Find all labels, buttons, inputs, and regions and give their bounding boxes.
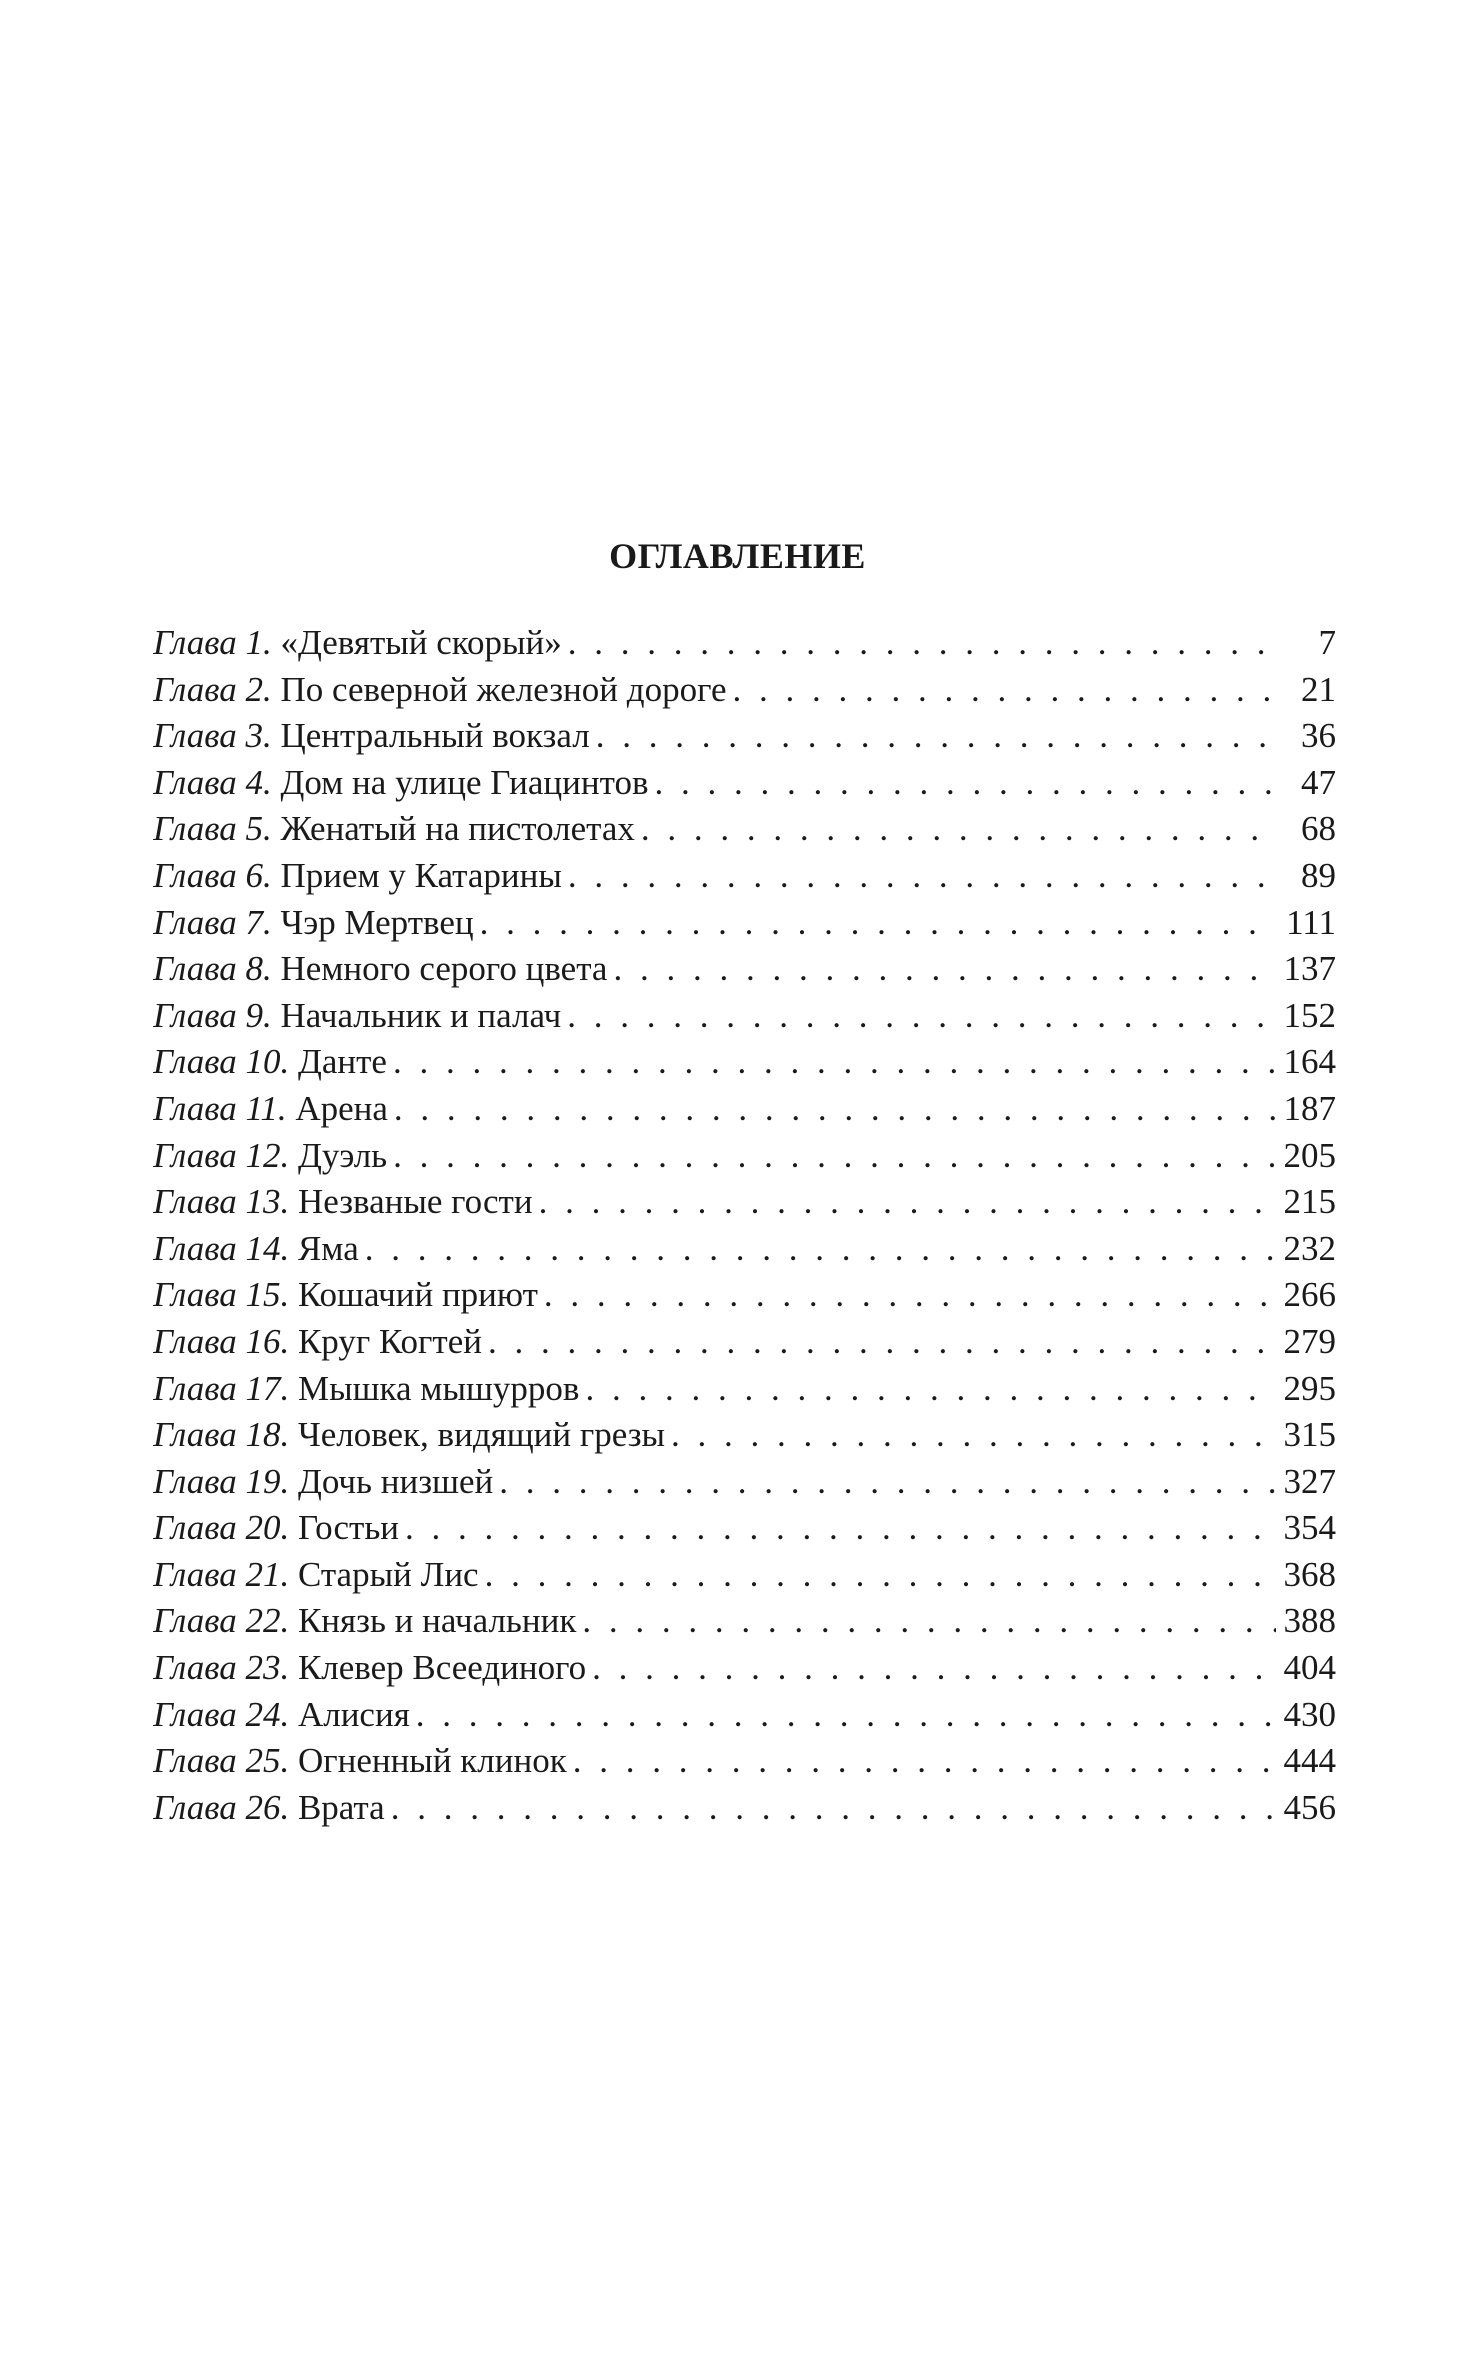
toc-chapter-title: Арена [295, 1088, 388, 1128]
toc-separator [289, 1785, 298, 1832]
toc-leader-dots [538, 1272, 1276, 1319]
toc-chapter-title: Дом на улице Гиацинтов [280, 762, 649, 802]
toc-leader-dots [359, 1226, 1276, 1273]
toc-title: ОГЛАВЛЕНИЕ [609, 536, 866, 576]
toc-leader-dots [533, 1179, 1276, 1226]
toc-page-number: 187 [1283, 1088, 1336, 1128]
toc-chapter-number: Глава 16. [153, 1321, 290, 1361]
toc-chapter-title: Чэр Мертвец [280, 902, 474, 942]
toc-separator [289, 1505, 298, 1552]
toc-page-number: 36 [1301, 716, 1336, 756]
toc-chapter-title: Круг Когтей [297, 1321, 482, 1361]
toc-page-number: 354 [1283, 1508, 1336, 1548]
toc-chapter-title: Гостьи [297, 1508, 400, 1548]
toc-separator [289, 1272, 298, 1319]
toc-page-number: 404 [1283, 1648, 1336, 1688]
toc-page-number: 164 [1283, 1042, 1336, 1082]
toc-chapter-number: Глава 15. [153, 1275, 290, 1315]
toc-chapter-number: Глава 26. [153, 1787, 290, 1827]
toc-entry [153, 1133, 1336, 1180]
toc-entry [153, 946, 1336, 993]
toc-leader-dots [567, 1738, 1276, 1785]
toc-chapter-number: Глава 14. [153, 1228, 290, 1268]
toc-separator [272, 946, 281, 993]
toc-page-number: 7 [1318, 623, 1336, 662]
toc-page-number: 279 [1283, 1321, 1336, 1361]
toc-leader-dots [562, 620, 1276, 667]
toc-entry [153, 1645, 1336, 1692]
toc-entry [153, 1039, 1336, 1086]
toc-entry [153, 1319, 1336, 1366]
toc-chapter-title: «Девятый скорый» [280, 623, 562, 662]
toc-entry [153, 1505, 1336, 1552]
toc-leader-dots [648, 760, 1276, 807]
toc-page-number: 368 [1283, 1554, 1336, 1594]
toc-separator [289, 1179, 298, 1226]
toc-chapter-number: Глава 8. [153, 949, 272, 989]
toc-chapter-number: Глава 25. [153, 1741, 290, 1781]
toc-leader-dots [665, 1412, 1276, 1459]
toc-leader-dots [399, 1505, 1276, 1552]
toc-chapter-title: Начальник и палач [280, 995, 562, 1035]
toc-chapter-number: Глава 10. [153, 1042, 290, 1082]
toc-separator [272, 760, 281, 807]
toc-chapter-title: Женатый на пистолетах [280, 809, 635, 849]
toc-chapter-number: Глава 24. [153, 1694, 290, 1734]
toc-page-number: 111 [1286, 902, 1336, 942]
toc-chapter-number: Глава 4. [153, 762, 272, 802]
toc-separator [272, 667, 281, 714]
toc-chapter-title: Человек, видящий грезы [297, 1415, 666, 1455]
toc-entry [153, 993, 1336, 1040]
toc-chapter-title: Дочь низшей [297, 1461, 494, 1501]
toc-chapter-title: По северной железной дороге [280, 669, 727, 709]
toc-entry [153, 1412, 1336, 1459]
toc-entry [153, 1179, 1336, 1226]
toc-separator [289, 1319, 298, 1366]
toc-leader-dots [474, 900, 1276, 947]
toc-chapter-number: Глава 11. [153, 1088, 287, 1128]
toc-chapter-number: Глава 20. [153, 1508, 290, 1548]
toc-separator [289, 1738, 298, 1785]
toc-separator [289, 1645, 298, 1692]
toc-leader-dots [387, 1039, 1276, 1086]
toc-chapter-number: Глава 17. [153, 1368, 290, 1408]
toc-entry [153, 806, 1336, 853]
toc-leader-dots [410, 1692, 1276, 1739]
toc-separator [289, 1366, 298, 1413]
toc-chapter-title: Алисия [297, 1694, 410, 1734]
toc-page-number: 430 [1283, 1694, 1336, 1734]
toc-leader-dots [479, 1552, 1276, 1599]
toc-chapter-title: Яма [297, 1228, 359, 1268]
toc-separator [289, 1412, 298, 1459]
toc-chapter-number: Глава 13. [153, 1182, 290, 1222]
toc-page-number: 21 [1301, 669, 1336, 709]
toc-page-number: 388 [1283, 1601, 1336, 1641]
toc-chapter-number: Глава 2. [153, 669, 272, 709]
toc-chapter-number: Глава 1. [153, 623, 272, 662]
toc-page-number: 327 [1283, 1461, 1336, 1501]
toc-separator [287, 1086, 296, 1133]
toc-separator [289, 1552, 298, 1599]
toc-chapter-number: Глава 6. [153, 855, 272, 895]
toc-entry [153, 1785, 1336, 1832]
toc-leader-dots [562, 853, 1276, 900]
toc-list [153, 620, 1336, 1831]
toc-leader-dots [388, 1086, 1276, 1133]
toc-leader-dots [727, 667, 1277, 714]
toc-leader-dots [387, 1133, 1276, 1180]
toc-chapter-title: Незваные гости [297, 1182, 533, 1222]
toc-chapter-number: Глава 9. [153, 995, 272, 1035]
toc-chapter-title: Клевер Всеединого [297, 1648, 587, 1688]
toc-leader-dots [482, 1319, 1276, 1366]
toc-chapter-number: Глава 5. [153, 809, 272, 849]
toc-page-number: 205 [1283, 1135, 1336, 1175]
toc-chapter-title: Центральный вокзал [280, 716, 590, 756]
toc-chapter-title: Дуэль [297, 1135, 388, 1175]
toc-chapter-number: Глава 21. [153, 1554, 290, 1594]
toc-separator [272, 900, 281, 947]
toc-chapter-number: Глава 23. [153, 1648, 290, 1688]
toc-leader-dots [385, 1785, 1276, 1832]
toc-page-number: 215 [1283, 1182, 1336, 1222]
toc-separator [272, 713, 281, 760]
toc-entry [153, 1598, 1336, 1645]
toc-separator [289, 1039, 298, 1086]
toc-entry [153, 853, 1336, 900]
toc-entry [153, 1226, 1336, 1273]
toc-leader-dots [493, 1459, 1276, 1506]
toc-chapter-number: Глава 12. [153, 1135, 290, 1175]
toc-chapter-title: Старый Лис [297, 1554, 479, 1594]
toc-separator [272, 853, 281, 900]
toc-separator [289, 1226, 298, 1273]
toc-leader-dots [635, 806, 1276, 853]
toc-separator [289, 1459, 298, 1506]
toc-leader-dots [579, 1366, 1276, 1413]
toc-separator [289, 1692, 298, 1739]
toc-page-number: 68 [1301, 809, 1336, 849]
toc-chapter-title: Огненный клинок [297, 1741, 567, 1781]
toc-page-number: 152 [1283, 995, 1336, 1035]
toc-separator [272, 620, 281, 667]
toc-chapter-number: Глава 7. [153, 902, 272, 942]
toc-entry [153, 620, 1336, 667]
toc-page-number: 456 [1283, 1787, 1336, 1827]
toc-entry [153, 713, 1336, 760]
toc-leader-dots [586, 1645, 1276, 1692]
toc-page-number: 444 [1283, 1741, 1336, 1781]
toc-page-number: 89 [1301, 855, 1336, 895]
toc-page-number: 266 [1283, 1275, 1336, 1315]
toc-chapter-title: Князь и начальник [297, 1601, 577, 1641]
toc-separator [272, 806, 281, 853]
toc-leader-dots [576, 1598, 1276, 1645]
toc-entry [153, 1692, 1336, 1739]
toc-page-number: 232 [1283, 1228, 1336, 1268]
toc-chapter-title: Кошачий приют [297, 1275, 538, 1315]
toc-page-number: 315 [1283, 1415, 1336, 1455]
toc-page-number: 137 [1283, 949, 1336, 989]
toc-page-number: 47 [1301, 762, 1336, 802]
toc-separator [289, 1133, 298, 1180]
toc-chapter-number: Глава 3. [153, 716, 272, 756]
toc-entry [153, 667, 1336, 714]
toc-separator [289, 1598, 298, 1645]
toc-entry [153, 1366, 1336, 1413]
toc-leader-dots [607, 946, 1276, 993]
toc-entry [153, 1459, 1336, 1506]
toc-chapter-number: Глава 19. [153, 1461, 290, 1501]
toc-chapter-title: Врата [297, 1787, 385, 1827]
toc-entry [153, 900, 1336, 947]
toc-separator [272, 993, 281, 1040]
toc-chapter-title: Немного серого цвета [280, 949, 608, 989]
toc-leader-dots [561, 993, 1276, 1040]
toc-chapter-title: Мышка мышурров [297, 1368, 580, 1408]
toc-entry [153, 1552, 1336, 1599]
toc-entry [153, 1738, 1336, 1785]
toc-entry [153, 1272, 1336, 1319]
toc-page-number: 295 [1283, 1368, 1336, 1408]
toc-chapter-title: Прием у Катарины [280, 855, 562, 895]
toc-chapter-number: Глава 22. [153, 1601, 290, 1641]
toc-entry [153, 760, 1336, 807]
toc-chapter-number: Глава 18. [153, 1415, 290, 1455]
toc-entry [153, 1086, 1336, 1133]
toc-leader-dots [590, 713, 1276, 760]
toc-chapter-title: Данте [297, 1042, 387, 1082]
